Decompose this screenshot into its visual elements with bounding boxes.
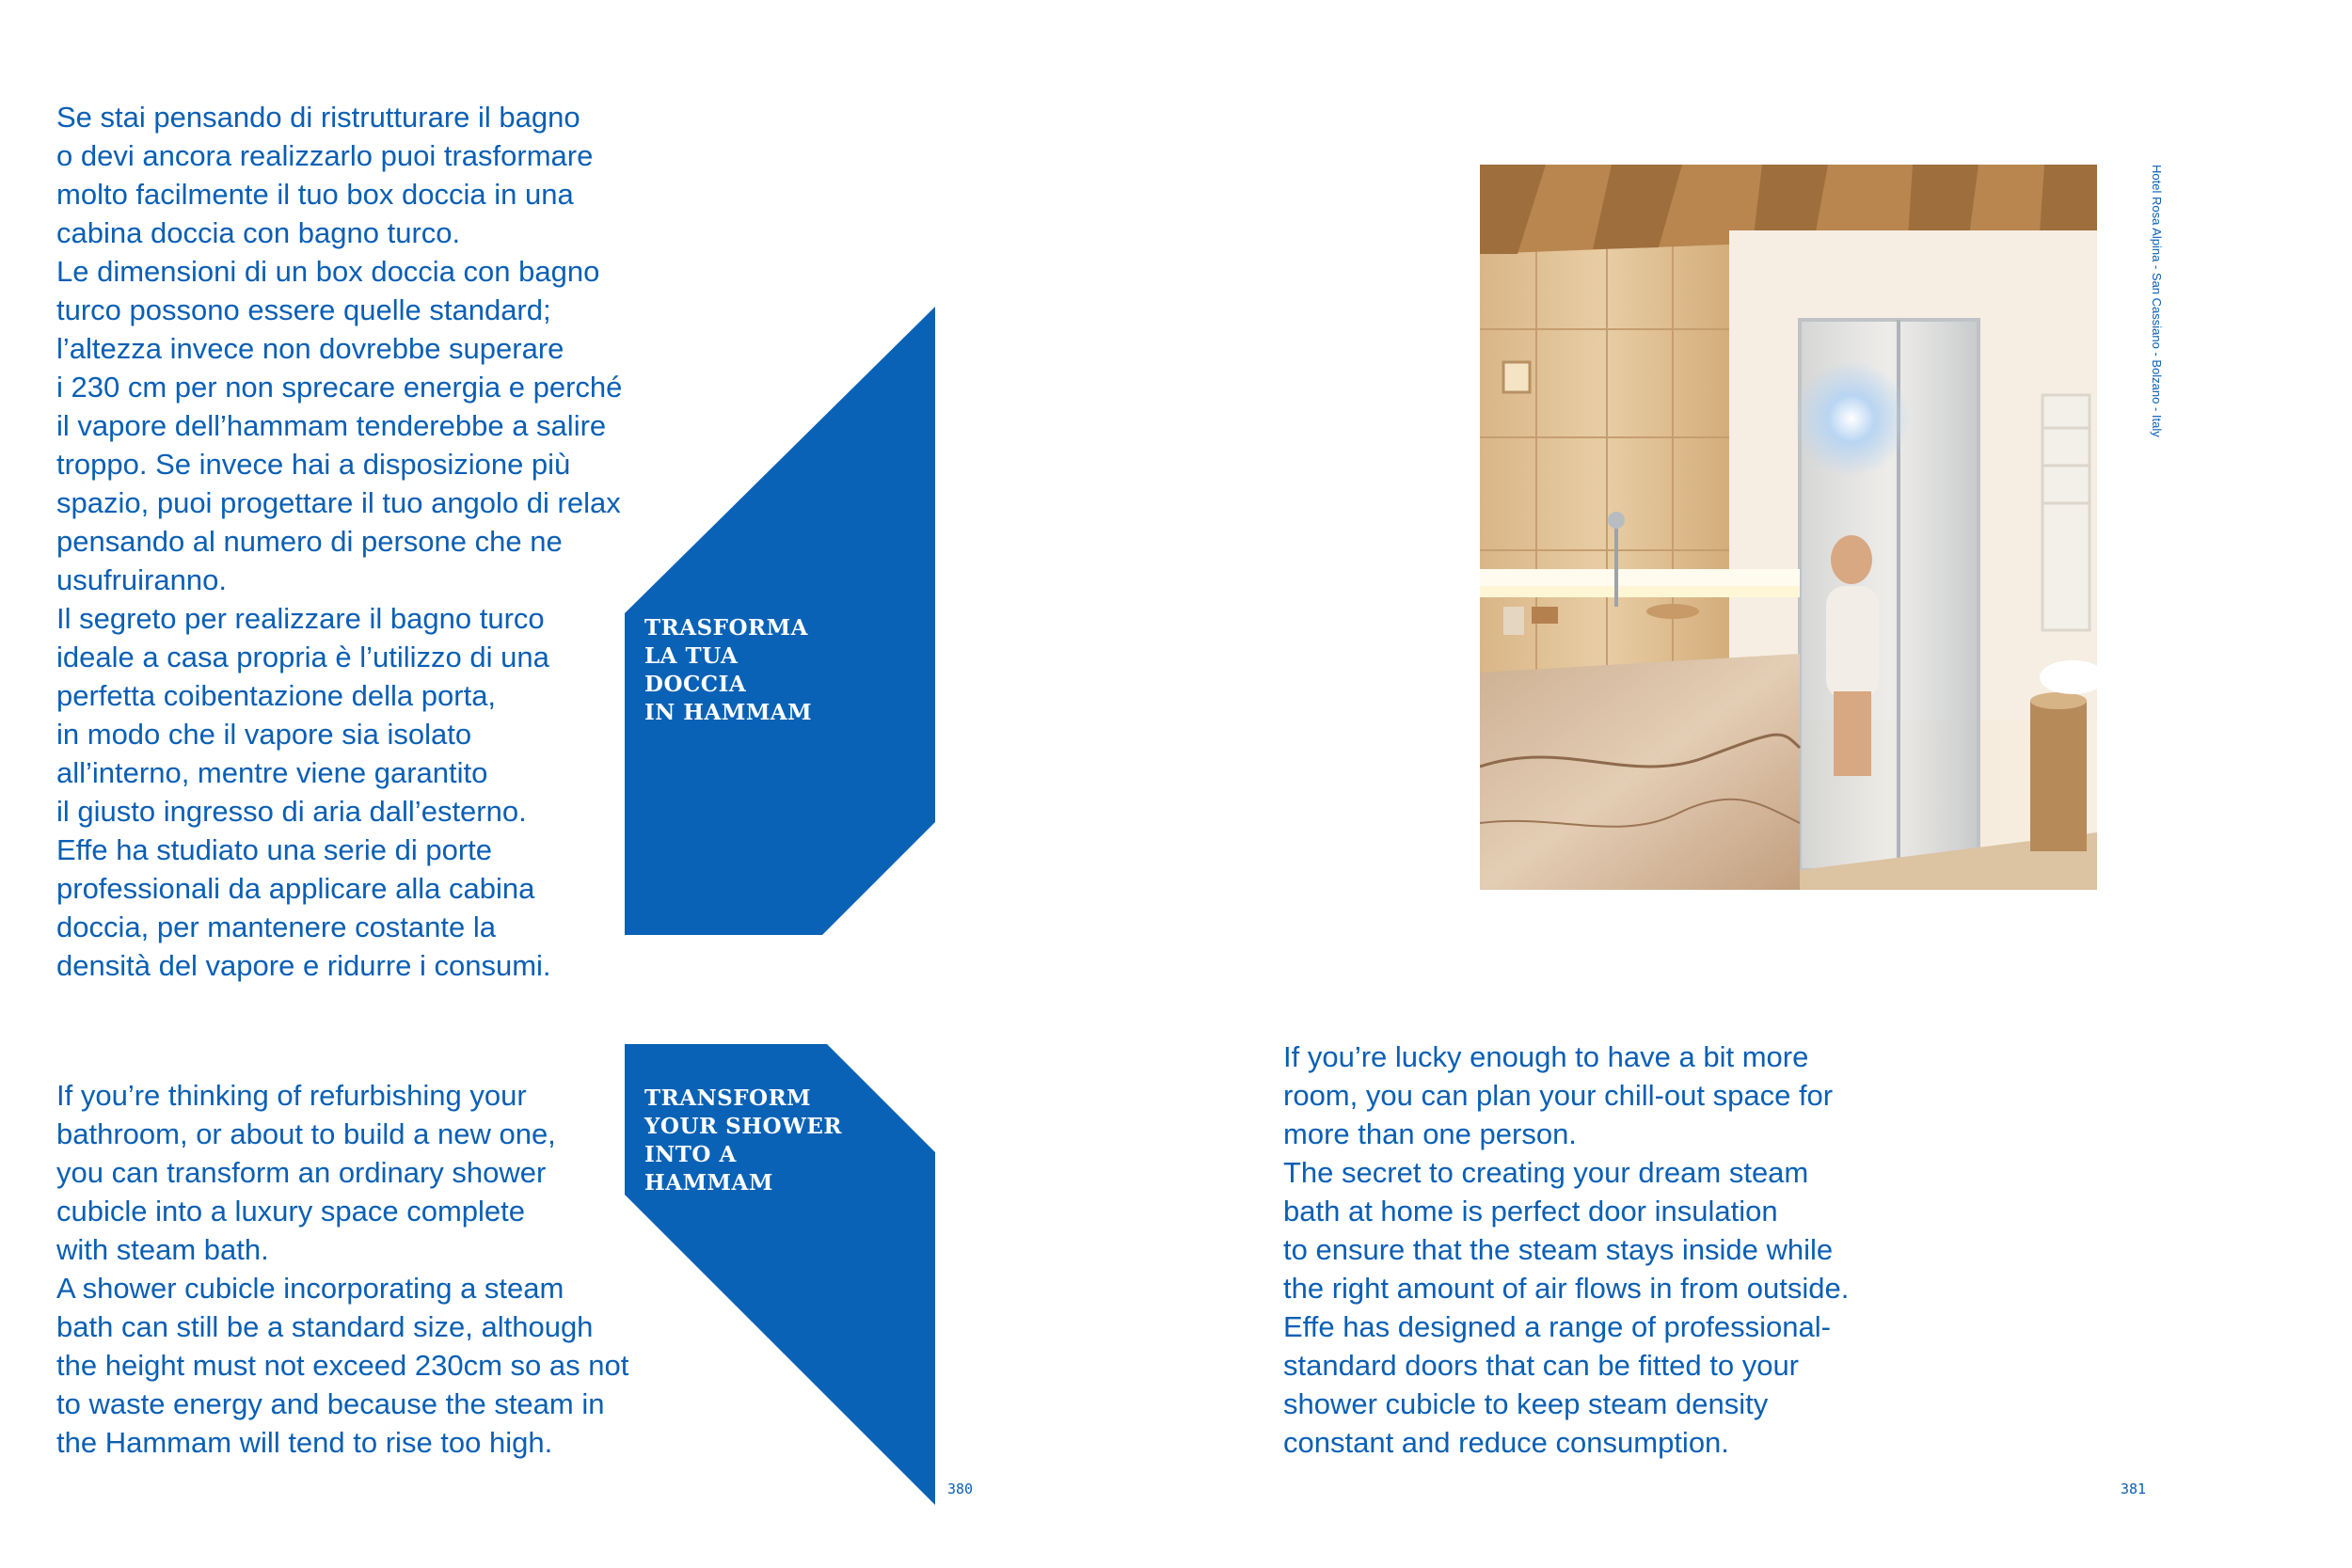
text-line: i 230 cm per non sprecare energia e perché bbox=[56, 371, 623, 404]
text-line: cabina doccia con bagno turco. bbox=[56, 216, 461, 249]
text-line: Le dimensioni di un box doccia con bagno bbox=[56, 255, 600, 288]
text-line: in modo che il vapore sia isolato bbox=[56, 718, 472, 751]
steam-shower-photo bbox=[1480, 165, 2097, 890]
heading-line: LA TUA bbox=[644, 643, 739, 669]
text-line: the height must not exceed 230cm so as not bbox=[56, 1349, 629, 1382]
text-line: troppo. Se invece hai a disposizione più bbox=[56, 448, 571, 481]
heading-line: DOCCIA bbox=[644, 672, 747, 697]
text-line: room, you can plan your chill-out space for bbox=[1283, 1079, 1834, 1112]
page-number-right: 381 bbox=[2121, 1481, 2147, 1497]
text-line: more than one person. bbox=[1283, 1117, 1577, 1150]
text-line: il giusto ingresso di aria dall’esterno. bbox=[56, 795, 527, 828]
text-line: doccia, per mantenere costante la bbox=[56, 911, 496, 943]
text-line: to ensure that the steam stays inside while bbox=[1283, 1233, 1834, 1266]
heading-line: HAMMAM bbox=[644, 1170, 773, 1196]
text-line: A shower cubicle incorporating a steam bbox=[56, 1272, 564, 1305]
text-line: Effe has designed a range of professional- bbox=[1283, 1310, 1831, 1343]
photo-caption: Hotel Rosa Alpina - San Cassiano - Bolzano - Italy bbox=[2150, 165, 2164, 437]
text-line: o devi ancora realizzarlo puoi trasformare bbox=[56, 139, 594, 172]
text-line: molto facilmente il tuo box doccia in una bbox=[56, 178, 574, 211]
text-line: Effe ha studiato una serie di porte bbox=[56, 833, 493, 866]
text-line: If you’re lucky enough to have a bit more bbox=[1283, 1040, 1809, 1073]
heading-line: YOUR SHOWER bbox=[644, 1114, 842, 1139]
heading-line: IN HAMMAM bbox=[644, 700, 813, 725]
text-line: l’altezza invece non dovrebbe superare bbox=[56, 332, 564, 365]
text-line: to waste energy and because the steam in bbox=[56, 1387, 605, 1420]
heading-line: TRASFORMA bbox=[644, 615, 808, 641]
english-body-text-left bbox=[56, 1076, 628, 1462]
text-line: If you’re thinking of refurbishing your bbox=[56, 1079, 527, 1112]
heading-line: TRANSFORM bbox=[644, 1085, 812, 1111]
english-body-text-right bbox=[1283, 1037, 1849, 1462]
text-line: with steam bath. bbox=[56, 1233, 269, 1266]
page-number-left: 380 bbox=[947, 1481, 974, 1497]
heading-line: INTO A bbox=[644, 1142, 737, 1167]
text-line: professionali da applicare alla cabina bbox=[56, 872, 535, 905]
text-line: cubicle into a luxury space complete bbox=[56, 1195, 525, 1227]
text-line: constant and reduce consumption. bbox=[1283, 1426, 1729, 1459]
text-line: il vapore dell’hammam tenderebbe a salire bbox=[56, 409, 607, 442]
text-line: spazio, puoi progettare il tuo angolo di relax bbox=[56, 486, 621, 519]
text-line: bath at home is perfect door insulation bbox=[1283, 1195, 1778, 1227]
text-line: The secret to creating your dream steam bbox=[1283, 1156, 1809, 1189]
text-line: the Hammam will tend to rise too high. bbox=[56, 1426, 553, 1459]
text-line: turco possono essere quelle standard; bbox=[56, 293, 551, 326]
text-line: pensando al numero di persone che ne bbox=[56, 525, 563, 558]
text-line: standard doors that can be fitted to your bbox=[1283, 1349, 1800, 1382]
italian-body-text bbox=[56, 98, 622, 985]
text-line: all’interno, mentre viene garantito bbox=[56, 756, 488, 789]
text-line: ideale a casa propria è l’utilizzo di una bbox=[56, 641, 549, 673]
text-line: densità del vapore e ridurre i consumi. bbox=[56, 949, 551, 982]
text-line: shower cubicle to keep steam density bbox=[1283, 1387, 1769, 1420]
text-line: Il segreto per realizzare il bagno turco bbox=[56, 602, 545, 635]
italian-heading bbox=[644, 614, 812, 727]
text-line: bathroom, or about to build a new one, bbox=[56, 1117, 556, 1150]
text-line: perfetta coibentazione della porta, bbox=[56, 679, 497, 712]
text-line: you can transform an ordinary shower bbox=[56, 1156, 547, 1189]
english-heading bbox=[644, 1085, 842, 1197]
text-line: usufruiranno. bbox=[56, 563, 227, 596]
text-line: the right amount of air flows in from outside. bbox=[1283, 1272, 1850, 1305]
text-line: Se stai pensando di ristrutturare il bagno bbox=[56, 101, 580, 134]
text-line: bath can still be a standard size, although bbox=[56, 1310, 594, 1343]
